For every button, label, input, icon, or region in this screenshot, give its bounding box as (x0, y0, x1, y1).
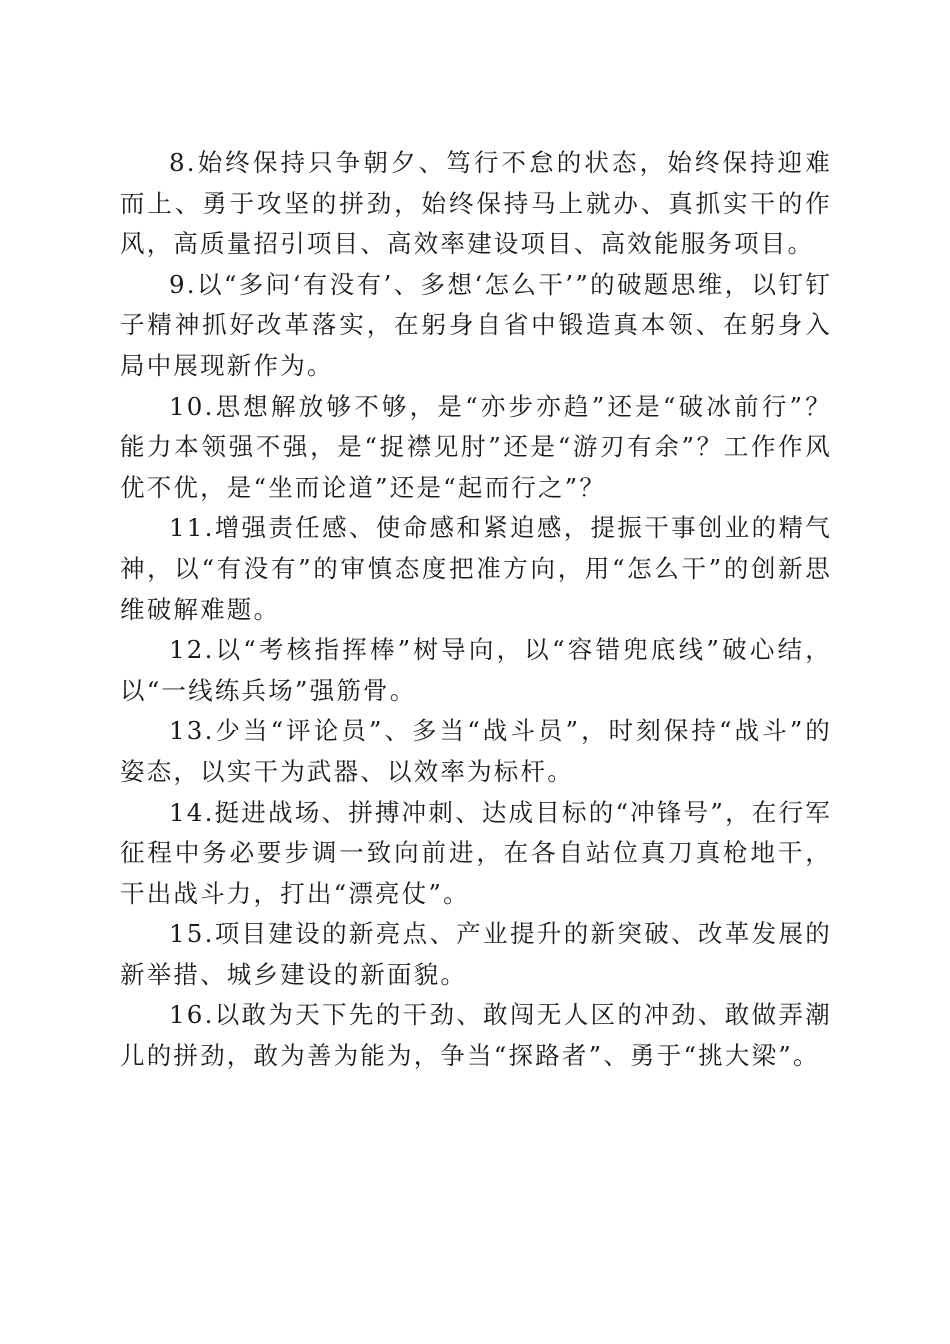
paragraph-10: 10.思想解放够不够，是“亦步亦趋”还是“破冰前行”？能力本领强不强，是“捉襟见肘”还是“游刃有余”？工作作风优不优，是“坐而论道”还是“起而行之”？ (120, 391, 832, 502)
paragraph-11: 11.增强责任感、使命感和紧迫感，提振干事创业的精气神，以“有没有”的审慎态度把准方向，用“怎么干”的创新思维破解难题。 (120, 513, 832, 624)
paragraph-16: 16.以敢为天下先的干劲、敢闯无人区的冲劲、敢做弄潮儿的拼劲，敢为善为能为，争当“探路者”、勇于“挑大梁”。 (120, 1000, 832, 1071)
paragraph-14: 14.挺进战场、拼搏冲刺、达成目标的“冲锋号”，在行军征程中务必要步调一致向前进，在各自站位真刀真枪地干，干出战斗力，打出“漂亮仗”。 (120, 797, 832, 908)
paragraph-9: 9.以“多问‘有没有’、多想‘怎么干’”的破题思维，以钉钉子精神抓好改革落实，在躬身自省中锻造真本领、在躬身入局中展现新作为。 (120, 269, 832, 380)
document-body (120, 143, 832, 1077)
paragraph-12: 12.以“考核指挥棒”树导向，以“容错兜底线”破心结，以“一线练兵场”强筋骨。 (120, 635, 832, 705)
paragraph-13: 13.少当“评论员”、多当“战斗员”，时刻保持“战斗”的姿态，以实干为武器、以效率为标杆。 (120, 716, 832, 786)
paragraph-15: 15.项目建设的新亮点、产业提升的新突破、改革发展的新举措、城乡建设的新面貌。 (120, 919, 832, 989)
paragraph-8: 8.始终保持只争朝夕、笃行不怠的状态，始终保持迎难而上、勇于攻坚的拼劲，始终保持马上就办、真抓实干的作风，高质量招引项目、高效率建设项目、高效能服务项目。 (120, 148, 832, 259)
